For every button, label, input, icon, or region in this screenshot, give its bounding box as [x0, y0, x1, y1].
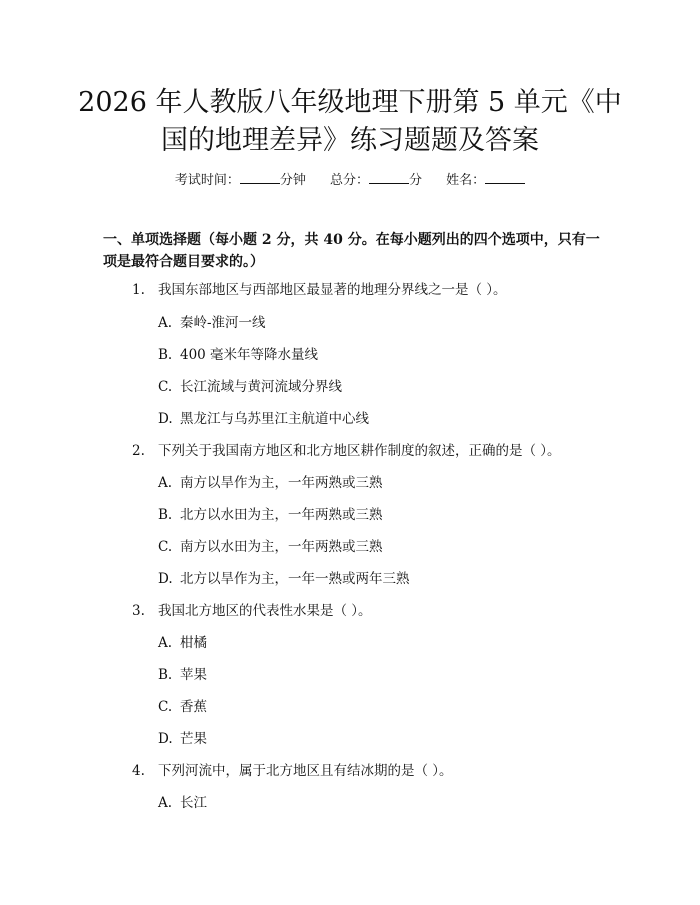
option-letter: C. — [158, 699, 173, 715]
question-number: 3. — [132, 603, 145, 619]
student-name-blank — [485, 170, 525, 184]
section-heading: 一、单项选择题（每小题 2 分，共 40 分。在每小题列出的四个选项中，只有一项是最符合题目要求的。） — [103, 232, 600, 270]
option-text: 苹果 — [180, 667, 207, 683]
option-letter: A. — [158, 635, 173, 651]
option-text: 南方以旱作为主，一年两熟或三熟 — [180, 475, 383, 491]
question-text: 下列关于我国南方地区和北方地区耕作制度的叙述，正确的是（ ）。 — [158, 443, 561, 459]
question-number: 4. — [132, 763, 145, 779]
total-score — [330, 170, 422, 190]
option-text: 秦岭-淮河一线 — [180, 315, 266, 331]
total-score-blank — [369, 170, 409, 184]
option-letter: D. — [158, 411, 173, 427]
option-letter: B. — [158, 667, 173, 683]
page-title-line-2: 国的地理差异》练习题题及答案 — [161, 125, 539, 156]
total-score-unit: 分 — [409, 173, 423, 188]
option-letter: B. — [158, 507, 173, 523]
option-text: 柑橘 — [180, 635, 207, 651]
option-text: 400 毫米年等降水量线 — [180, 347, 319, 363]
option-letter: B. — [158, 347, 173, 363]
question-text: 我国北方地区的代表性水果是（ ）。 — [158, 603, 372, 619]
option-text: 长江流域与黄河流域分界线 — [180, 379, 342, 395]
student-name-label: 姓名： — [446, 173, 486, 188]
option-letter: A. — [158, 475, 173, 491]
total-score-label: 总分： — [329, 173, 369, 188]
option-letter: D. — [158, 731, 173, 747]
question-number: 2. — [132, 443, 145, 459]
student-name — [446, 170, 525, 190]
question-text: 我国东部地区与西部地区最显著的地理分界线之一是（ ）。 — [158, 282, 507, 298]
question-text: 下列河流中，属于北方地区且有结冰期的是（ ）。 — [158, 763, 453, 779]
exam-time-blank — [240, 170, 280, 184]
exam-meta — [0, 170, 700, 190]
option-letter: A. — [158, 315, 173, 331]
option-letter: D. — [158, 571, 173, 587]
exam-time-label: 考试时间： — [174, 173, 240, 188]
page-title-line-1: 2026 年人教版八年级地理下册第 5 单元《中 — [78, 87, 622, 118]
option-text: 芒果 — [180, 731, 207, 747]
exam-time — [175, 170, 306, 190]
option-text: 香蕉 — [180, 699, 207, 715]
option-text: 长江 — [180, 795, 207, 811]
option-letter: C. — [158, 379, 173, 395]
option-text: 北方以旱作为主，一年一熟或两年三熟 — [180, 571, 410, 587]
option-text: 北方以水田为主，一年两熟或三熟 — [180, 507, 383, 523]
exam-time-unit: 分钟 — [279, 173, 306, 188]
option-text: 黑龙江与乌苏里江主航道中心线 — [180, 411, 369, 427]
option-text: 南方以水田为主，一年两熟或三熟 — [180, 539, 383, 555]
question-number: 1. — [132, 282, 145, 298]
option-letter: C. — [158, 539, 173, 555]
option-letter: A. — [158, 795, 173, 811]
